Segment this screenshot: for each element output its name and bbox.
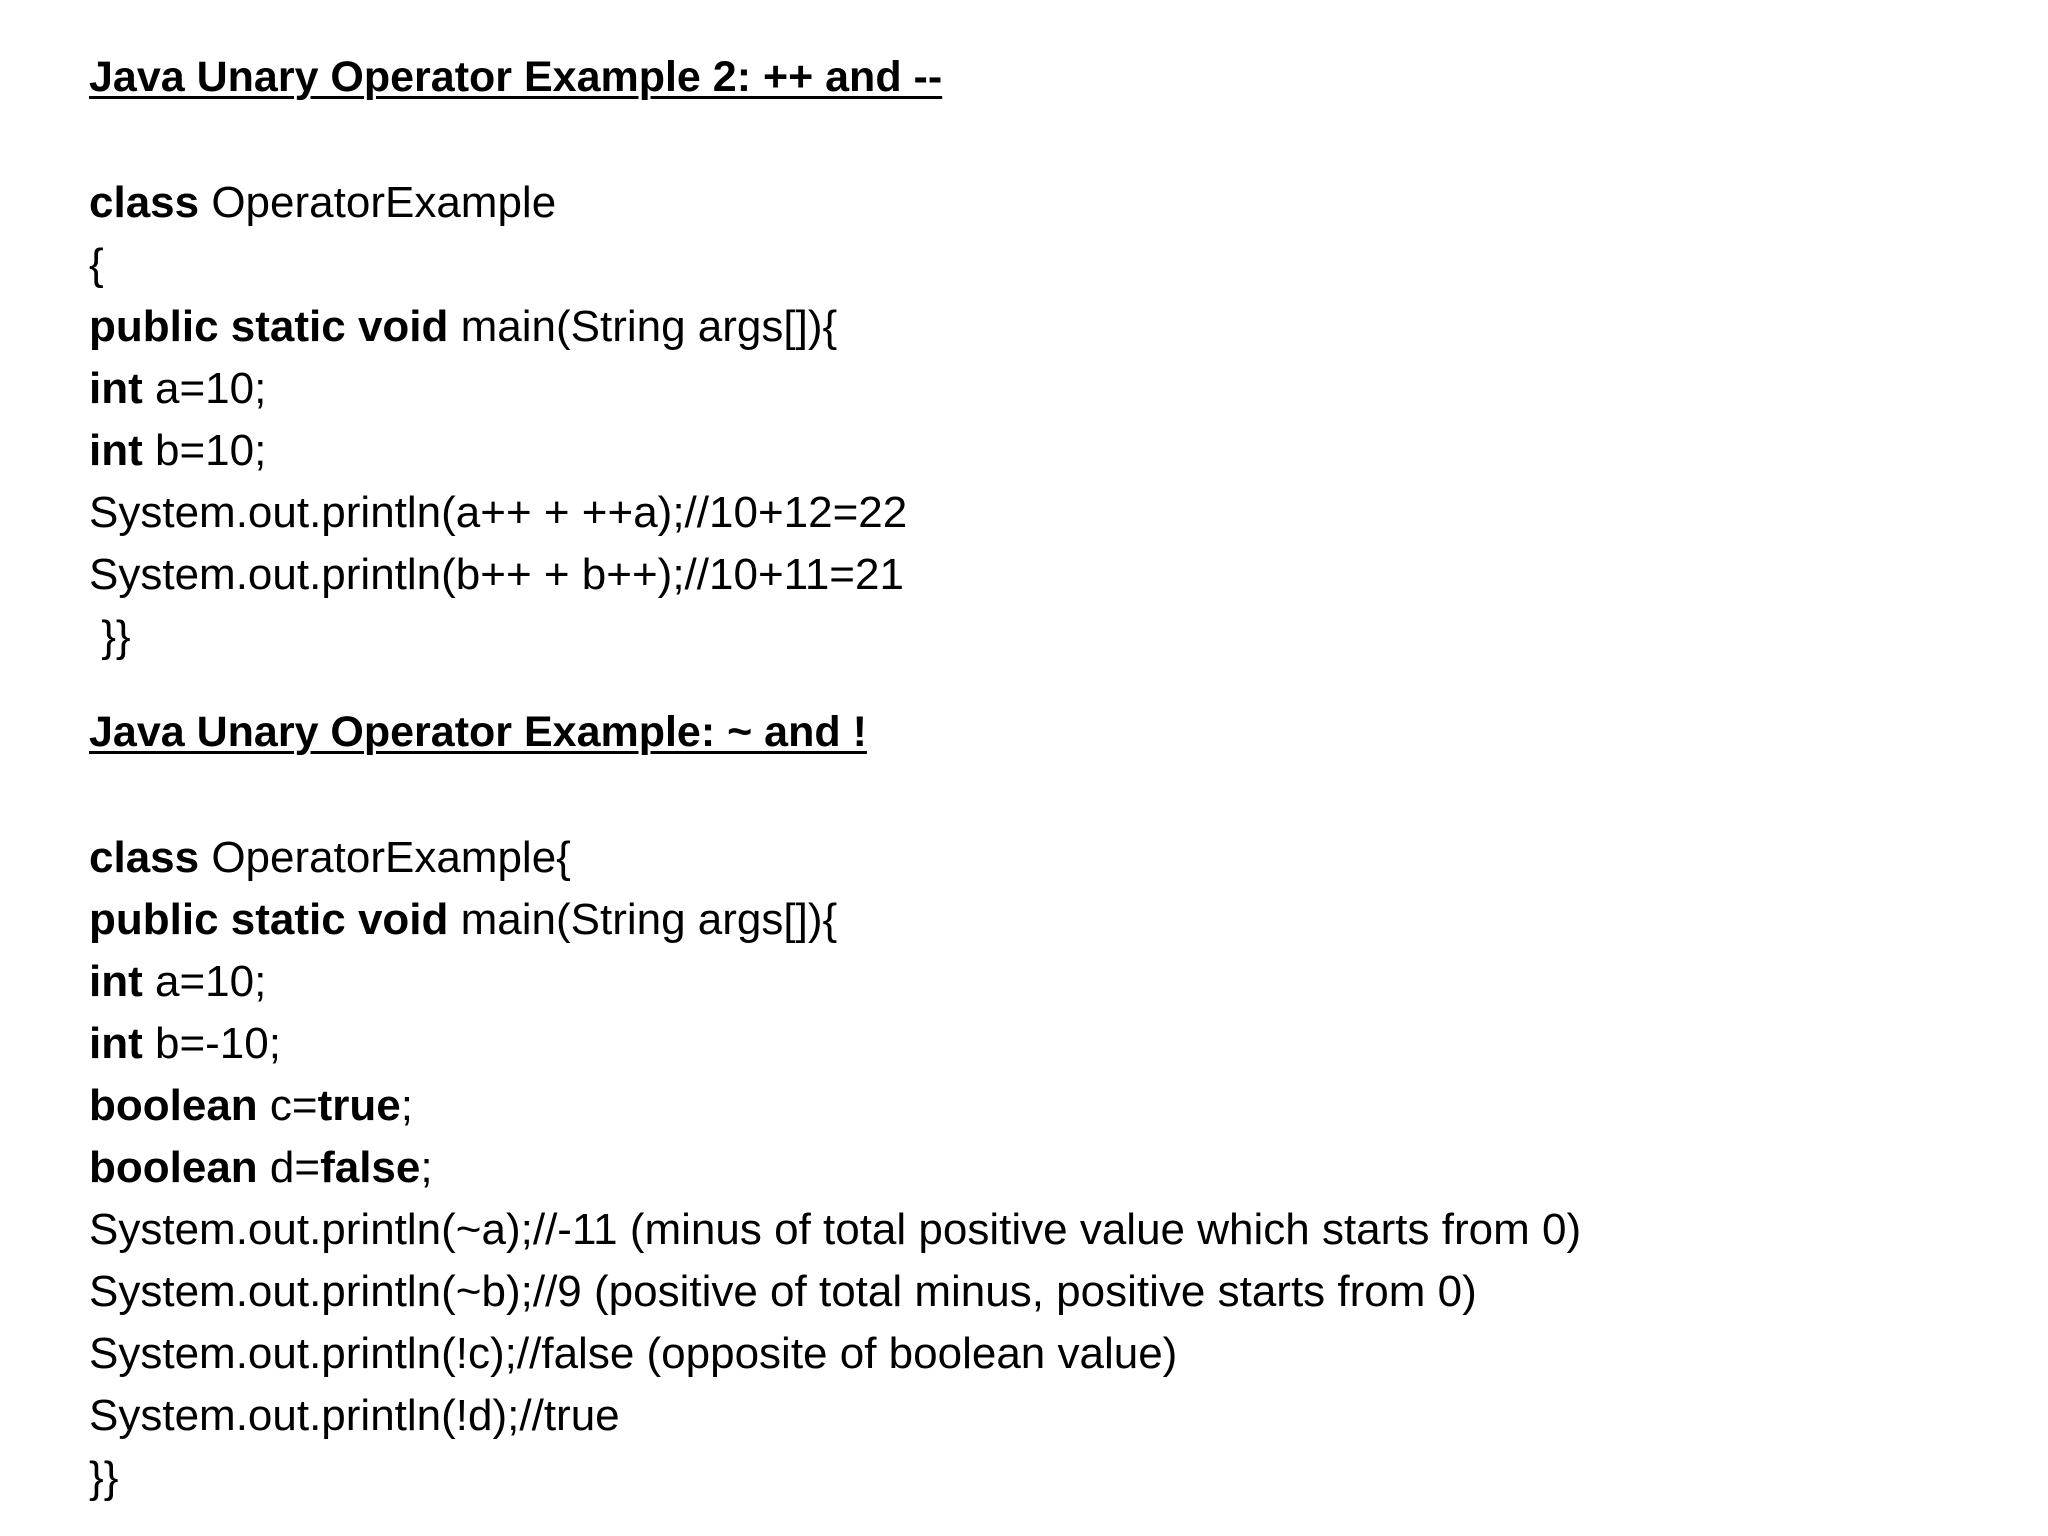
keyword: class bbox=[89, 178, 200, 227]
code-text: OperatorExample bbox=[199, 178, 557, 227]
code-text: d= bbox=[257, 1143, 321, 1192]
keyword: public static void bbox=[89, 302, 449, 351]
keyword: int bbox=[89, 426, 143, 475]
code-text: { bbox=[89, 240, 104, 289]
code-text: System.out.println(a++ + ++a);//10+12=22 bbox=[89, 488, 908, 537]
code-text: }} bbox=[89, 1453, 119, 1502]
code-line bbox=[89, 544, 907, 606]
code-line bbox=[89, 482, 907, 544]
keyword: int bbox=[89, 1019, 143, 1068]
code-text: OperatorExample{ bbox=[199, 833, 571, 882]
code-line bbox=[89, 827, 1581, 889]
slide bbox=[89, 0, 2029, 1536]
code-text: b=10; bbox=[142, 426, 267, 475]
code-text: }} bbox=[89, 612, 131, 661]
code-line bbox=[89, 296, 907, 358]
code-text: c= bbox=[257, 1081, 318, 1130]
keyword: true bbox=[317, 1081, 401, 1130]
code-line bbox=[89, 420, 907, 482]
keyword: int bbox=[89, 957, 143, 1006]
keyword: class bbox=[89, 833, 200, 882]
code-line bbox=[89, 1075, 1581, 1137]
code-line bbox=[89, 1323, 1581, 1385]
code-text: System.out.println(~b);//9 (positive of total minus, positive starts from 0) bbox=[89, 1267, 1477, 1316]
code-text: main(String args[]){ bbox=[448, 302, 838, 351]
code-text: System.out.println(~a);//-11 (minus of total positive value which starts from 0) bbox=[89, 1205, 1582, 1254]
keyword: public static void bbox=[89, 895, 449, 944]
code-text: a=10; bbox=[142, 364, 267, 413]
code-line bbox=[89, 1447, 1581, 1509]
keyword: boolean bbox=[89, 1143, 258, 1192]
code-text: System.out.println(!d);//true bbox=[89, 1391, 620, 1440]
code-text: b=-10; bbox=[142, 1019, 281, 1068]
code-text: ; bbox=[420, 1143, 433, 1192]
example-1-heading: Java Unary Operator Example 2: ++ and -- bbox=[89, 53, 943, 101]
code-line bbox=[89, 358, 907, 420]
code-line bbox=[89, 172, 907, 234]
code-line bbox=[89, 1261, 1581, 1323]
code-text: a=10; bbox=[142, 957, 267, 1006]
keyword: false bbox=[320, 1143, 421, 1192]
code-text: main(String args[]){ bbox=[448, 895, 838, 944]
keyword: int bbox=[89, 364, 143, 413]
code-line bbox=[89, 951, 1581, 1013]
example-2-code bbox=[89, 827, 1581, 1509]
code-line bbox=[89, 1137, 1581, 1199]
example-1-code bbox=[89, 172, 907, 668]
code-line bbox=[89, 1199, 1581, 1261]
example-2-heading: Java Unary Operator Example: ~ and ! bbox=[89, 708, 867, 756]
code-line bbox=[89, 1385, 1581, 1447]
code-line bbox=[89, 234, 907, 296]
code-text: ; bbox=[400, 1081, 413, 1130]
code-line bbox=[89, 889, 1581, 951]
code-line bbox=[89, 606, 907, 668]
code-text: System.out.println(!c);//false (opposite of boolean value) bbox=[89, 1329, 1178, 1378]
code-line bbox=[89, 1013, 1581, 1075]
keyword: boolean bbox=[89, 1081, 258, 1130]
code-text: System.out.println(b++ + b++);//10+11=21 bbox=[89, 550, 904, 599]
